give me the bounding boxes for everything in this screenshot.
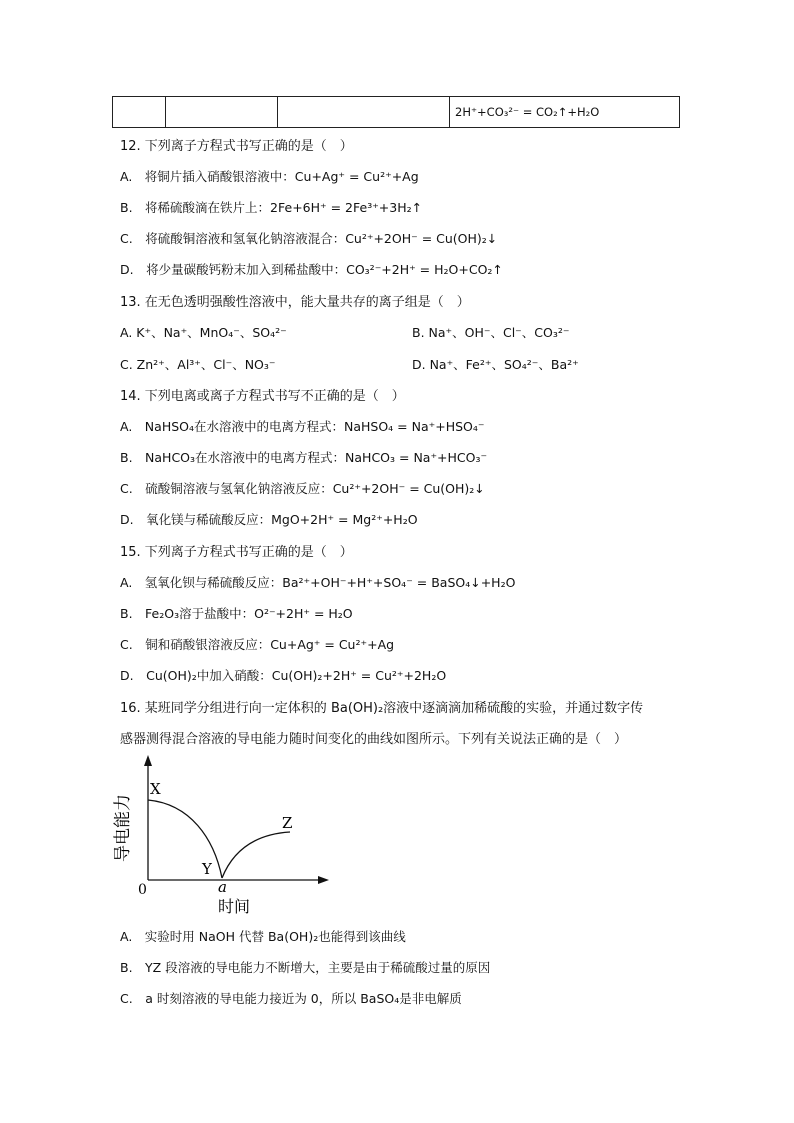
table-fragment bbox=[112, 96, 680, 128]
point-z-label: Z bbox=[282, 814, 293, 832]
question-16-option-a: A. 实验时用 NaOH 代替 Ba(OH)₂也能得到该曲线 bbox=[120, 929, 406, 944]
question-12-option-a: A. 将铜片插入硝酸银溶液中：Cu+Ag⁺ = Cu²⁺+Ag bbox=[120, 169, 419, 184]
question-13-option-b: B. Na⁺、OH⁻、Cl⁻、CO₃²⁻ bbox=[412, 325, 570, 340]
question-14-option-d: D. 氧化镁与稀硫酸反应：MgO+2H⁺ = Mg²⁺+H₂O bbox=[120, 512, 418, 527]
question-13-option-c: C. Zn²⁺、Al³⁺、Cl⁻、NO₃⁻ bbox=[120, 357, 276, 372]
y-axis-arrow bbox=[144, 755, 152, 766]
question-16-stem-line-2: 感器测得混合溶液的导电能力随时间变化的曲线如图所示。下列有关说法正确的是（ ） bbox=[120, 732, 628, 747]
question-15-option-d: D. Cu(OH)₂中加入硝酸：Cu(OH)₂+2H⁺ = Cu²⁺+2H₂O bbox=[120, 668, 447, 683]
question-14-option-a: A. NaHSO₄在水溶液中的电离方程式：NaHSO₄ = Na⁺+HSO₄⁻ bbox=[120, 419, 485, 434]
question-12-option-d: D. 将少量碳酸钙粉末加入到稀盐酸中：CO₃²⁻+2H⁺ = H₂O+CO₂↑ bbox=[120, 262, 503, 277]
question-15-option-c: C. 铜和硝酸银溶液反应：Cu+Ag⁺ = Cu²⁺+Ag bbox=[120, 637, 395, 652]
question-16-option-c: C. a 时刻溶液的导电能力接近为 0，所以 BaSO₄是非电解质 bbox=[120, 991, 462, 1006]
question-13-option-a: A. K⁺、Na⁺、MnO₄⁻、SO₄²⁻ bbox=[120, 325, 287, 340]
question-12-option-c: C. 将硫酸铜溶液和氢氧化钠溶液混合：Cu²⁺+2OH⁻ = Cu(OH)₂↓ bbox=[120, 231, 498, 246]
point-y-label: Y bbox=[202, 860, 212, 878]
table-cell: 2H⁺+CO₃²⁻ = CO₂↑+H₂O bbox=[455, 105, 600, 119]
y-axis-label: 导电能力 bbox=[113, 794, 133, 862]
question-13-option-d: D. Na⁺、Fe²⁺、SO₄²⁻、Ba²⁺ bbox=[412, 357, 579, 372]
question-16-stem-line-1: 16. 某班同学分组进行向一定体积的 Ba(OH)₂溶液中逐滴滴加稀硫酸的实验，并通过数字传 bbox=[120, 701, 644, 716]
curve-yz bbox=[222, 832, 290, 878]
question-15-stem: 15. 下列离子方程式书写正确的是（ ） bbox=[120, 545, 353, 560]
table-divider bbox=[449, 97, 450, 127]
question-14-option-b: B. NaHCO₃在水溶液中的电离方程式：NaHCO₃ = Na⁺+HCO₃⁻ bbox=[120, 450, 488, 465]
point-a-label: a bbox=[218, 878, 227, 896]
table-divider bbox=[277, 97, 278, 127]
x-axis-label: 时间 bbox=[218, 897, 251, 916]
origin-label: 0 bbox=[138, 882, 147, 898]
question-12-option-b: B. 将稀硫酸滴在铁片上：2Fe+6H⁺ = 2Fe³⁺+3H₂↑ bbox=[120, 200, 423, 215]
question-13-stem: 13. 在无色透明强酸性溶液中，能大量共存的离子组是（ ） bbox=[120, 295, 470, 310]
question-16-option-b: B. YZ 段溶液的导电能力不断增大，主要是由于稀硫酸过量的原因 bbox=[120, 960, 491, 975]
point-x-label: X bbox=[150, 780, 161, 798]
question-14-stem: 14. 下列电离或离子方程式书写不正确的是（ ） bbox=[120, 389, 405, 404]
question-14-option-c: C. 硫酸铜溶液与氢氧化钠溶液反应：Cu²⁺+2OH⁻ = Cu(OH)₂↓ bbox=[120, 481, 485, 496]
table-divider bbox=[165, 97, 166, 127]
x-axis-arrow bbox=[318, 876, 329, 884]
question-12-stem: 12. 下列离子方程式书写正确的是（ ） bbox=[120, 139, 353, 154]
conductivity-figure bbox=[110, 752, 340, 918]
question-15-option-b: B. Fe₂O₃溶于盐酸中：O²⁻+2H⁺ = H₂O bbox=[120, 606, 353, 621]
question-15-option-a: A. 氢氧化钡与稀硫酸反应：Ba²⁺+OH⁻+H⁺+SO₄⁻ = BaSO₄↓+H₂O bbox=[120, 575, 516, 590]
